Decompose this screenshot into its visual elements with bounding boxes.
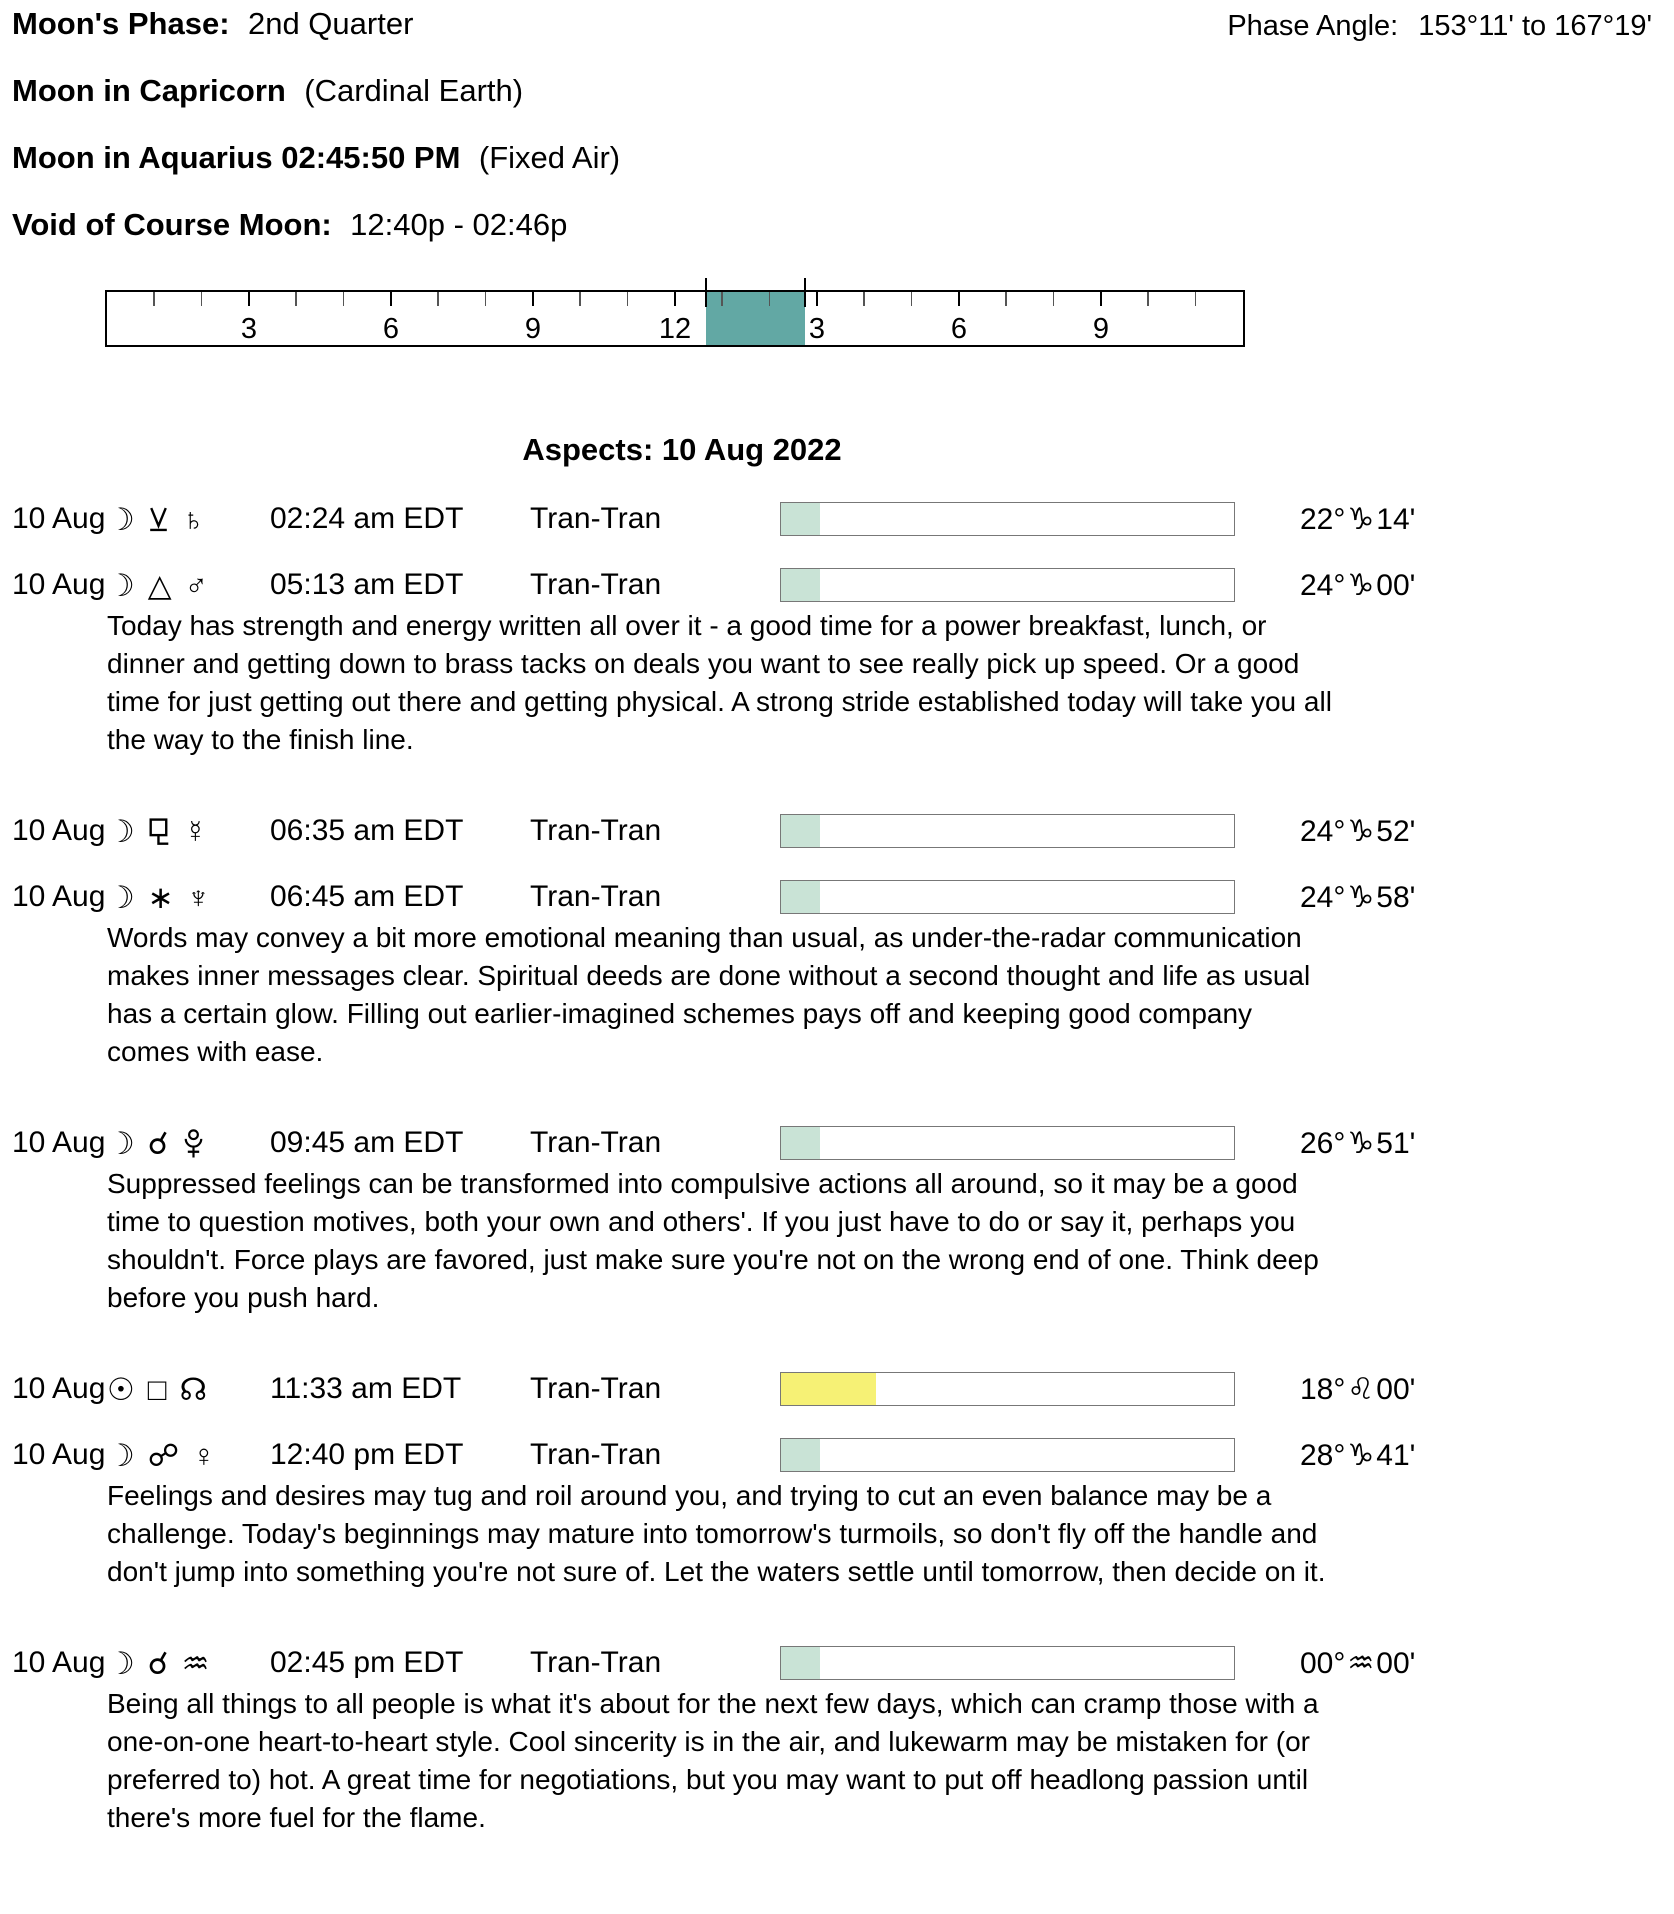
moon-phase-label: Moon's Phase:: [12, 6, 230, 41]
aspect-row[interactable]: [12, 879, 1662, 915]
hour-label: 9: [524, 313, 542, 345]
phase-angle: [1227, 10, 1652, 43]
hour-tick: [721, 292, 723, 306]
position-minutes: 52': [1376, 814, 1416, 848]
position-minutes: 41': [1376, 1438, 1416, 1472]
aspect-glyphs: [107, 501, 270, 537]
aspect-time: 09:45 am EDT: [270, 1126, 464, 1159]
mercury-icon: ☿: [183, 813, 208, 849]
aspect-type: Tran-Tran: [530, 880, 662, 913]
position-degrees: 24°: [1300, 568, 1346, 602]
voc-label: Void of Course Moon:: [12, 207, 332, 242]
aspect-date: 10 Aug: [12, 502, 106, 535]
voc-timeline: [105, 290, 1245, 347]
mars-icon: ♂: [184, 567, 208, 603]
voc-boundary-marker: [804, 278, 806, 307]
position-minutes: 00': [1376, 1372, 1416, 1406]
capricorn-icon: ♑: [1347, 502, 1375, 536]
hour-tick: [485, 292, 487, 306]
voc-line: [12, 209, 1662, 240]
opposition-icon: ☍: [147, 1437, 180, 1473]
aspect-block: [12, 1437, 1662, 1591]
position-minutes: 14': [1376, 502, 1416, 536]
aspect-time: 06:35 am EDT: [270, 814, 464, 847]
moon-icon: ☽: [107, 567, 135, 603]
moon-icon: ☽: [107, 1645, 135, 1681]
aspect-orb-fill: [781, 569, 820, 601]
semisextile-icon: [148, 506, 169, 533]
aspect-date: 10 Aug: [12, 568, 106, 601]
position-degrees: 24°: [1300, 814, 1346, 848]
capricorn-icon: ♑: [1347, 568, 1375, 602]
aspect-glyphs: [107, 879, 270, 915]
aspect-orb-bar: [780, 568, 1235, 602]
aspect-description: Today has strength and energy written all over it - a good time for a power breakfast, lunch, or dinner and getting down to brass tacks on deals you want to see really pick up speed. Or a good time for just getting out there and getting physical. A strong stride established today will take you all the way to the finish line.: [107, 610, 1332, 755]
position-degrees: 00°: [1300, 1646, 1346, 1680]
position-minutes: 00': [1376, 1646, 1416, 1680]
aspect-position: [1235, 814, 1662, 849]
position-degrees: 24°: [1300, 880, 1346, 914]
moon-sign-label: Moon in Capricorn: [12, 73, 286, 108]
phase-angle-value: 153°11' to 167°19': [1418, 10, 1652, 42]
aspect-glyphs: [107, 567, 270, 603]
aspect-type: Tran-Tran: [530, 502, 662, 535]
aspect-row[interactable]: [12, 567, 1662, 603]
aspects-heading: Aspects: 10 Aug 2022: [522, 432, 842, 467]
aspect-block: [12, 567, 1662, 759]
trine-icon: △: [147, 567, 172, 603]
aspect-orb-fill: [781, 503, 820, 535]
position-degrees: 28°: [1300, 1438, 1346, 1472]
aspect-row[interactable]: [12, 501, 1662, 537]
aspect-block: [12, 501, 1662, 537]
aspect-orb-bar: [780, 502, 1235, 536]
aspect-glyphs: [107, 813, 270, 849]
aspect-type: Tran-Tran: [530, 1438, 662, 1471]
aspect-position: [1235, 1126, 1662, 1161]
hour-label: 3: [240, 313, 258, 345]
moon-ingress-label: Moon in Aquarius 02:45:50 PM: [12, 140, 461, 175]
north-node-icon: ☊: [179, 1371, 208, 1407]
aspect-orb-fill: [781, 1373, 876, 1405]
aquarius-icon: ♒: [1347, 1646, 1375, 1680]
aspect-time: 02:24 am EDT: [270, 502, 464, 535]
moon-icon: ☽: [107, 501, 135, 537]
moon-ingress-note: (Fixed Air): [478, 140, 621, 175]
venus-icon: ♀: [192, 1437, 216, 1473]
aspect-type: Tran-Tran: [530, 814, 662, 847]
aspect-block: [12, 813, 1662, 849]
capricorn-icon: ♑: [1347, 880, 1375, 914]
aspects-list: [12, 501, 1662, 1837]
hour-tick: [532, 292, 534, 306]
position-minutes: 00': [1376, 568, 1416, 602]
aspect-glyphs: [107, 1645, 270, 1681]
aspect-glyphs: [107, 1371, 270, 1407]
hour-label: 6: [382, 313, 400, 345]
hour-tick: [201, 292, 203, 306]
position-degrees: 26°: [1300, 1126, 1346, 1160]
hour-tick: [627, 292, 629, 306]
hour-label: 3: [808, 313, 826, 345]
aspect-orb-fill: [781, 1647, 820, 1679]
hour-label: 6: [950, 313, 968, 345]
position-minutes: 51': [1376, 1126, 1416, 1160]
capricorn-icon: ♑: [1347, 1126, 1375, 1160]
aspect-position: [1235, 1438, 1662, 1473]
aspect-orb-fill: [781, 1127, 820, 1159]
leo-icon: ♌: [1347, 1372, 1375, 1406]
hour-tick: [674, 292, 676, 306]
hour-tick: [911, 292, 913, 306]
hour-tick: [1147, 292, 1149, 306]
aspect-time: 02:45 pm EDT: [270, 1646, 464, 1679]
aspect-position: [1235, 1646, 1662, 1681]
aspect-type: Tran-Tran: [530, 568, 662, 601]
aspect-date: 10 Aug: [12, 1438, 106, 1471]
aspect-orb-fill: [781, 1439, 820, 1471]
aspect-date: 10 Aug: [12, 1372, 106, 1405]
aspect-type: Tran-Tran: [530, 1126, 662, 1159]
aspect-time: 06:45 am EDT: [270, 880, 464, 913]
moon-sign-note: (Cardinal Earth): [304, 73, 524, 108]
aspect-position: [1235, 880, 1662, 915]
hour-tick: [1195, 292, 1197, 306]
aspect-time: 12:40 pm EDT: [270, 1438, 464, 1471]
aspect-date: 10 Aug: [12, 814, 106, 847]
aspect-orb-bar: [780, 1646, 1235, 1680]
hour-tick: [295, 292, 297, 306]
aspect-block: [12, 1371, 1662, 1407]
capricorn-icon: ♑: [1347, 1438, 1375, 1472]
aspect-description: Suppressed feelings can be transformed into compulsive actions all around, so it may be a good time to question motives, both your own and others'. If you just have to do or say it, perhaps you shouldn't. Force plays are favored, just make sure you're not on the wrong end of one. Think deep before you push hard.: [107, 1168, 1319, 1313]
aspect-description: Being all things to all people is what it's about for the next few days, which can cramp those with a one-on-one heart-to-heart style. Cool sincerity is in the air, and lukewarm may be mistaken for (or preferred to) hot. A great time for negotiations, but you may want to put off headlong passion until there's more fuel for the flame.: [107, 1688, 1319, 1833]
aspect-orb-bar: [780, 1372, 1235, 1406]
sextile-icon: ∗: [147, 879, 174, 915]
moon-icon: ☽: [107, 879, 135, 915]
position-minutes: 58': [1376, 880, 1416, 914]
hour-tick: [437, 292, 439, 306]
aspect-orb-fill: [781, 881, 820, 913]
aspect-glyphs: [107, 1437, 270, 1473]
moon-icon: ☽: [107, 813, 135, 849]
hour-tick: [153, 292, 155, 306]
aspect-description: Words may convey a bit more emotional meaning than usual, as under-the-radar communication makes inner messages clear. Spiritual deeds are done without a second thought and life as usual has a certain glow. Filling out earlier-imagined schemes pays off and keeping good company comes with ease.: [107, 922, 1311, 1067]
aspect-date: 10 Aug: [12, 1646, 106, 1679]
aspect-orb-bar: [780, 1438, 1235, 1472]
aspect-description: Feelings and desires may tug and roil around you, and trying to cut an even balance may be a challenge. Today's beginnings may mature into tomorrow's turmoils, so don't fly off the handle and don't jump into something you're not sure of. Let the waters settle until tomorrow, then decide on it.: [107, 1480, 1326, 1587]
hour-tick: [343, 292, 345, 306]
sesquiquadrate-icon: [148, 817, 171, 846]
aspect-row[interactable]: [12, 1645, 1662, 1681]
moon-sign-line: [12, 75, 1662, 106]
aspect-type: Tran-Tran: [530, 1372, 662, 1405]
aspect-orb-bar: [780, 814, 1235, 848]
conjunction-icon: ☌: [147, 1645, 169, 1681]
aquarius-icon: ♒: [181, 1645, 210, 1681]
moon-phase-value: 2nd Quarter: [247, 6, 414, 41]
saturn-icon: ♄: [181, 501, 206, 537]
aspect-date: 10 Aug: [12, 880, 106, 913]
hour-tick: [390, 292, 392, 306]
hour-tick: [863, 292, 865, 306]
aspect-row[interactable]: [12, 1371, 1662, 1407]
aspect-date: 10 Aug: [12, 1126, 106, 1159]
aspect-time: 11:33 am EDT: [270, 1372, 462, 1405]
position-degrees: 22°: [1300, 502, 1346, 536]
aspect-row[interactable]: [12, 1125, 1662, 1161]
voc-value: 12:40p - 02:46p: [350, 207, 568, 242]
aspect-block: [12, 1125, 1662, 1317]
phase-angle-label: Phase Angle:: [1227, 10, 1399, 42]
conjunction-icon: ☌: [147, 1125, 169, 1161]
aspect-position: [1235, 502, 1662, 537]
sun-icon: ☉: [107, 1371, 135, 1407]
aspect-type: Tran-Tran: [530, 1646, 662, 1679]
hour-tick: [248, 292, 250, 306]
aspect-position: [1235, 568, 1662, 603]
moon-icon: ☽: [107, 1125, 135, 1161]
capricorn-icon: ♑: [1347, 814, 1375, 848]
hour-tick: [769, 292, 771, 306]
moon-icon: ☽: [107, 1437, 135, 1473]
square-icon: □: [147, 1371, 167, 1407]
hour-tick: [579, 292, 581, 306]
moon-ingress-line: [12, 142, 1662, 173]
aspect-position: [1235, 1372, 1662, 1407]
hour-tick: [816, 292, 818, 306]
voc-boundary-marker: [705, 278, 707, 307]
aspect-orb-bar: [780, 880, 1235, 914]
aspect-row[interactable]: [12, 813, 1662, 849]
aspect-row[interactable]: [12, 1437, 1662, 1473]
neptune-icon: ♆: [186, 879, 211, 915]
hour-label: 9: [1092, 313, 1110, 345]
hour-tick: [1053, 292, 1055, 306]
hour-tick: [1100, 292, 1102, 306]
aspect-block: [12, 879, 1662, 1071]
aspect-glyphs: [107, 1125, 270, 1161]
pluto-icon: [182, 1128, 205, 1159]
aspect-orb-fill: [781, 815, 820, 847]
hour-tick: [1005, 292, 1007, 306]
aspect-time: 05:13 am EDT: [270, 568, 464, 601]
aspect-block: [12, 1645, 1662, 1837]
hour-tick: [958, 292, 960, 306]
voc-timeline-wrap: [105, 290, 1662, 347]
hour-label: 12: [658, 313, 692, 345]
aspect-orb-bar: [780, 1126, 1235, 1160]
position-degrees: 18°: [1300, 1372, 1346, 1406]
